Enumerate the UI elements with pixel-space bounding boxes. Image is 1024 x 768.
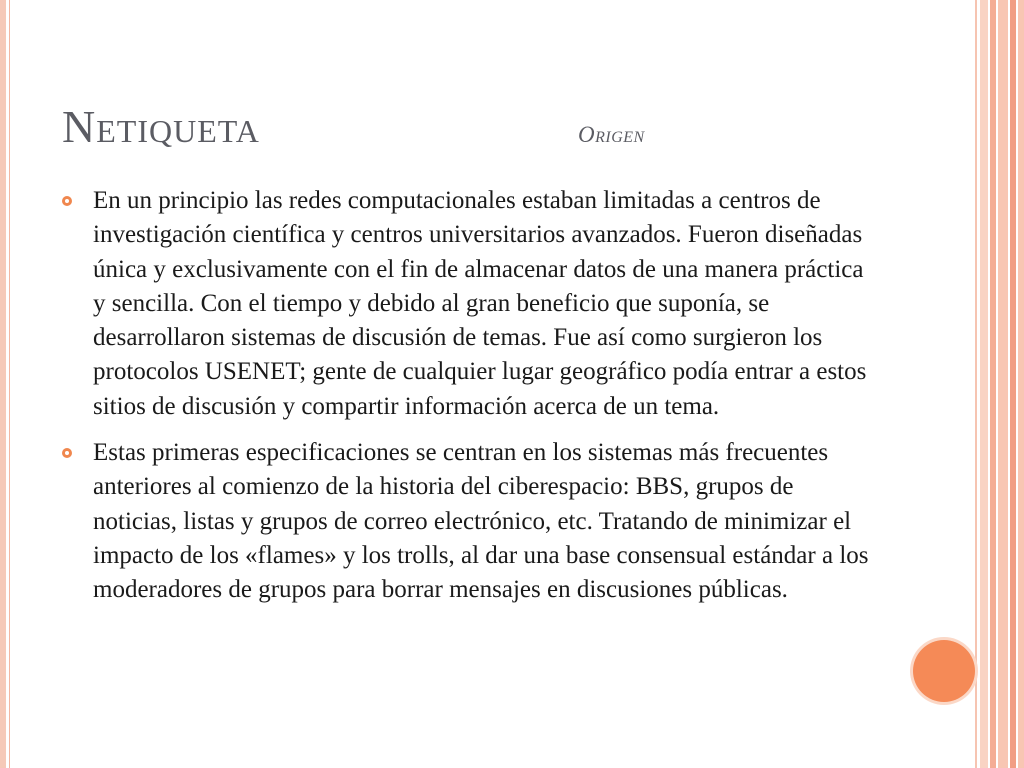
bullet-text: Estas primeras especificaciones se centran en los sistemas más frecuentes anteriores al comienzo de la historia del ciberespacio: BBS, grupos de noticias, listas y grupos de correo electrónico, etc. Tratando de minimizar el impacto de los «flames» y los trolls, al dar una base consensual estándar a los moderadores de grupos para borrar mensajes en discusiones públicas. (93, 439, 869, 604)
left-decor-line (9, 0, 10, 768)
bullet-item (62, 184, 882, 424)
right-decor-bar (980, 0, 988, 768)
bullet-item (62, 436, 882, 607)
left-decor-stripe (0, 0, 6, 768)
right-decor-bar (1018, 0, 1024, 768)
bullet-text: En un principio las redes computacionales estaban limitadas a centros de investigación científica y centros universitarios avanzados. Fueron diseñadas única y exclusivamente con el fin de almacenar datos de una manera práctica y sencilla. Con el tiempo y debido al gran beneficio que suponía, se desarrollaron sistemas de discusión de temas. Fue así como surgieron los protocolos USENET; gente de cualquier lugar geográfico podía entrar a estos sitios de discusión y compartir información acerca de un tema. (93, 187, 867, 420)
bullet-icon (62, 448, 72, 458)
decor-circle (913, 640, 975, 702)
bullet-icon (62, 196, 72, 206)
right-decor-bar (998, 0, 1008, 768)
right-decor-bar (1010, 0, 1016, 768)
right-decor-bar (975, 0, 977, 768)
slide-title (62, 101, 645, 152)
title-main: Netiqueta (62, 101, 260, 152)
bullet-list (62, 184, 882, 620)
title-subtitle: Origen (578, 122, 645, 147)
right-decor-bar (990, 0, 996, 768)
